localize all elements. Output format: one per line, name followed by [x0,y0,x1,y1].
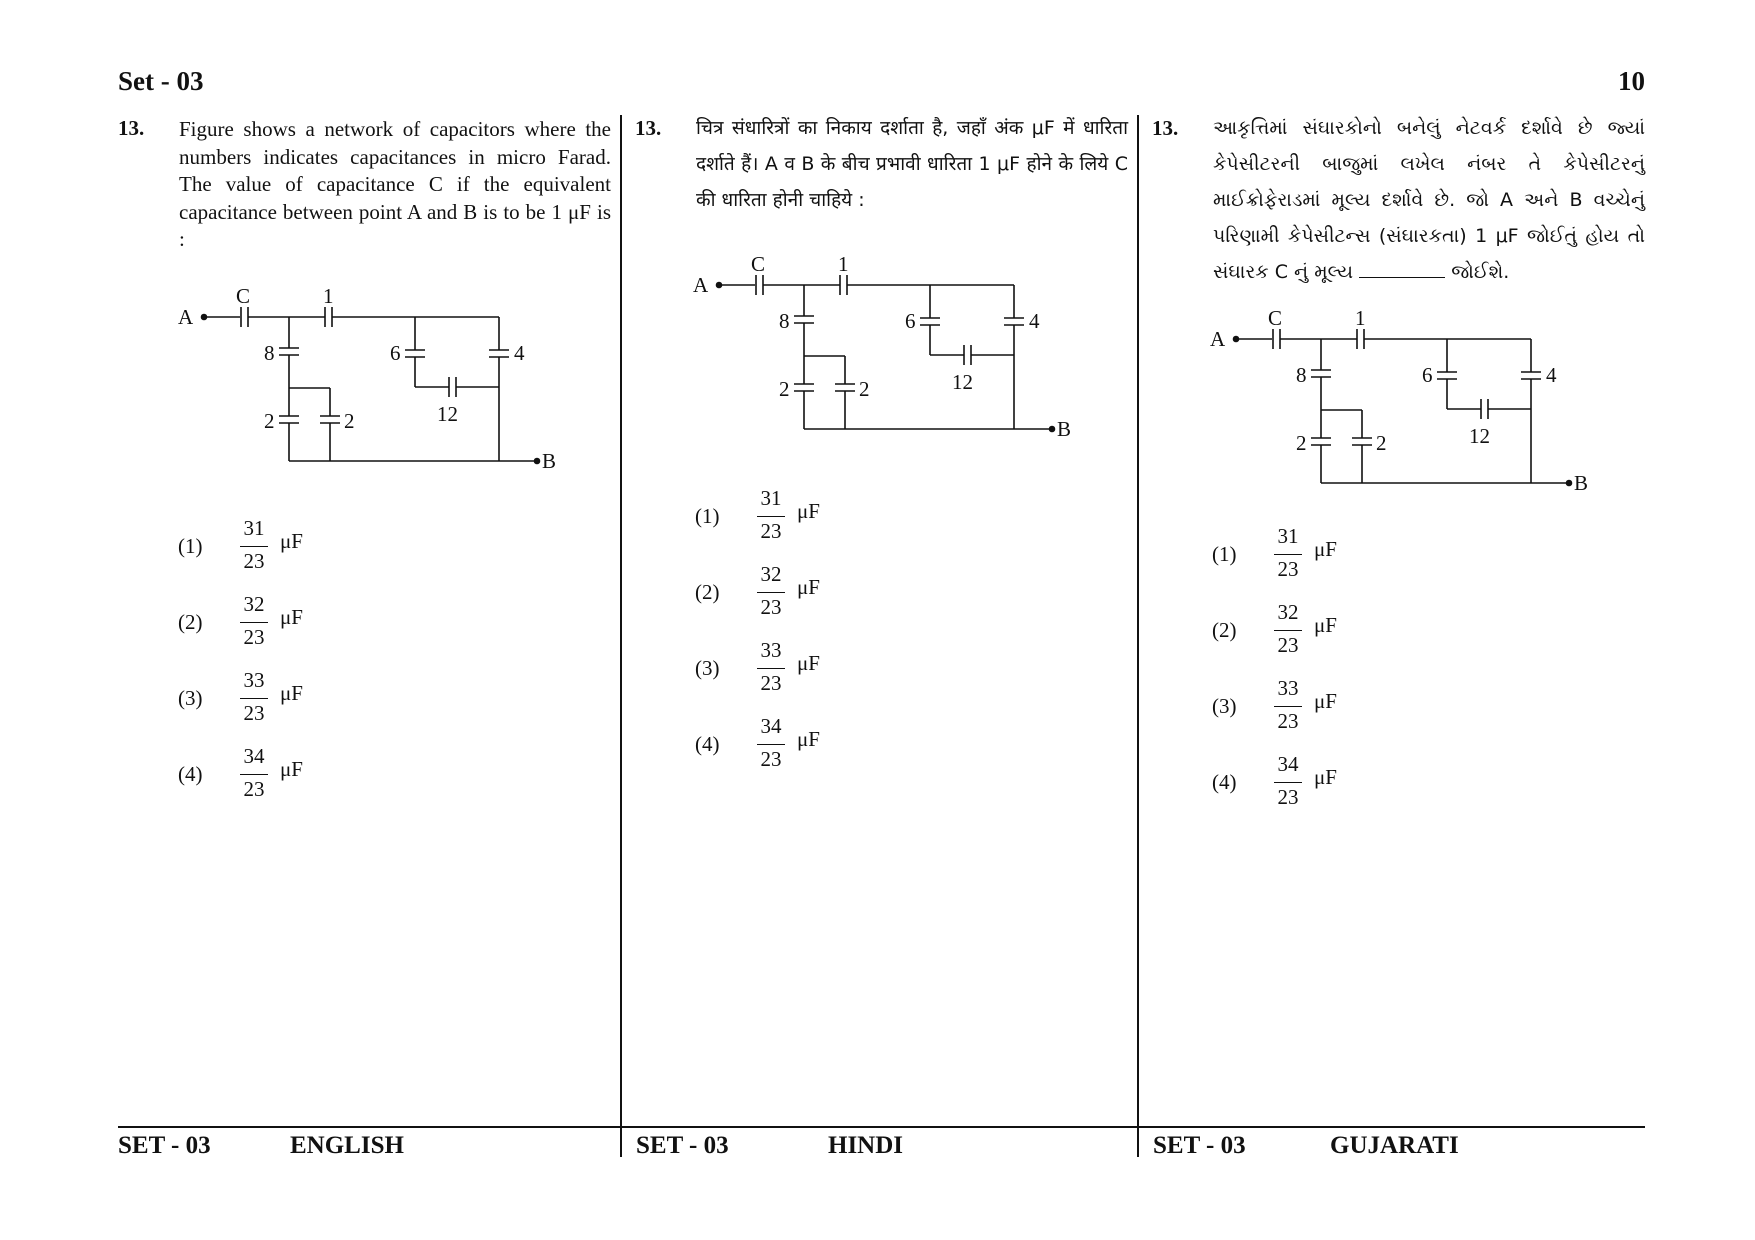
option-1-label: (1) [178,534,203,558]
option-2-unit: μF [1314,613,1337,637]
option-4-unit: μF [1314,765,1337,789]
footer-set-label: SET - 03 [636,1132,729,1159]
option-3-label: (3) [178,686,203,710]
option-2-label: (2) [695,580,720,604]
footer-language-label: HINDI [828,1132,904,1159]
option-3-fraction: 33 23 [240,668,268,726]
capacitor-12-label: 12 [1469,424,1490,448]
capacitor-2b-label: 2 [1376,431,1387,455]
option-4-fraction: 34 23 [757,714,785,772]
set-label: Set - 03 [118,66,204,96]
question-text-gujarati [1213,110,1645,290]
option-4-fraction: 34 23 [240,744,268,802]
capacitor-6-label: 6 [1422,363,1433,387]
option-1-fraction: 31 23 [1274,524,1302,582]
option-1-fraction: 31 23 [240,516,268,574]
option-3-unit: μF [797,651,820,675]
capacitor-8-label: 8 [264,341,275,365]
option-1-label: (1) [1212,542,1237,566]
option-2-fraction: 32 23 [240,592,268,650]
answer-blank [1359,259,1445,278]
option-1-unit: μF [797,499,820,523]
footer-rule [118,1126,1645,1128]
node-a-label: A [178,305,194,329]
footer-set-label: SET - 03 [118,1132,211,1159]
option-3-fraction: 33 23 [757,638,785,696]
capacitor-1-label: 1 [838,252,849,276]
capacitor-circuit-diagram [693,244,1123,441]
capacitor-8-label: 8 [779,309,790,333]
option-3-unit: μF [280,681,303,705]
capacitor-2b-label: 2 [859,377,870,401]
capacitor-c-label: C [1268,306,1283,330]
question-number: 13. [635,116,662,140]
option-4-label: (4) [695,732,720,756]
option-3-label: (3) [1212,694,1237,718]
node-b-label: B [1057,417,1072,441]
capacitor-12-label: 12 [952,370,973,394]
option-4-fraction: 34 23 [1274,752,1302,810]
capacitor-2b-label: 2 [344,409,355,433]
question-text-english: Figure shows a network of capacitors where the numbers indicates capacitances in micro Farad. The value of capacitance C if the equivalent capacitance between point A and B is to be 1 μF is : [179,117,611,251]
capacitor-2a-label: 2 [264,409,275,433]
option-1-unit: μF [1314,537,1337,561]
node-b-label: B [1574,471,1589,495]
option-2-label: (2) [1212,618,1237,642]
column-divider-1 [620,115,622,1157]
option-2-fraction: 32 23 [1274,600,1302,658]
footer-language-label: GUJARATI [1330,1132,1459,1159]
question-text-hindi: चित्र संधारित्रों का निकाय दर्शाता है, जहाँ अंक μF में धारिता दर्शाते हैं। A व B के बीच प्रभावी धारिता 1 μF होने के लिये C की धारिता होनी चाहिये : [696,117,1128,211]
capacitor-circuit-diagram [1210,298,1640,495]
option-2-fraction: 32 23 [757,562,785,620]
capacitor-1-label: 1 [323,284,334,308]
option-1-label: (1) [695,504,720,528]
capacitor-6-label: 6 [905,309,916,333]
node-a-label: A [693,273,709,297]
option-2-label: (2) [178,610,203,634]
page-number: 10 [1618,66,1645,96]
capacitor-2a-label: 2 [1296,431,1307,455]
capacitor-circuit-diagram [178,276,608,473]
node-b-label: B [542,449,557,473]
option-3-label: (3) [695,656,720,680]
question-number: 13. [118,116,145,140]
capacitor-2a-label: 2 [779,377,790,401]
option-1-unit: μF [280,529,303,553]
option-2-unit: μF [280,605,303,629]
option-4-label: (4) [178,762,203,786]
question-text-gujarati-part2: જોઈશે. [1451,261,1510,283]
capacitor-c-label: C [236,284,251,308]
question-number: 13. [1152,116,1179,140]
capacitor-1-label: 1 [1355,306,1366,330]
capacitor-8-label: 8 [1296,363,1307,387]
option-4-unit: μF [280,757,303,781]
option-3-fraction: 33 23 [1274,676,1302,734]
capacitor-12-label: 12 [437,402,458,426]
option-4-unit: μF [797,727,820,751]
capacitor-4-label: 4 [1029,309,1040,333]
footer-language-label: ENGLISH [290,1132,404,1159]
question-text-gujarati-part1: આકૃત્તિમાં સંઘારકોનો બનેલું નેટવર્ક દર્શાવે છે જ્યાં કેપેસીટરની બાજુમાં લખેલ નંબર તે કેપેસીટરનું માઈક્રોફેરાડમાં મૂલ્ય દર્શાવે છે. જો A અને B વચ્ચેનું પરિણામી કેપેસીટન્સ (સંઘારકતા) 1 μF જોઈતું હોય તો સંઘારક C નું મૂલ્ય [1213,117,1645,283]
footer-set-label: SET - 03 [1153,1132,1246,1159]
column-divider-2 [1137,115,1139,1157]
node-a-label: A [1210,327,1226,351]
option-1-fraction: 31 23 [757,486,785,544]
option-2-unit: μF [797,575,820,599]
capacitor-c-label: C [751,252,766,276]
capacitor-4-label: 4 [514,341,525,365]
capacitor-4-label: 4 [1546,363,1557,387]
capacitor-6-label: 6 [390,341,401,365]
option-4-label: (4) [1212,770,1237,794]
option-3-unit: μF [1314,689,1337,713]
